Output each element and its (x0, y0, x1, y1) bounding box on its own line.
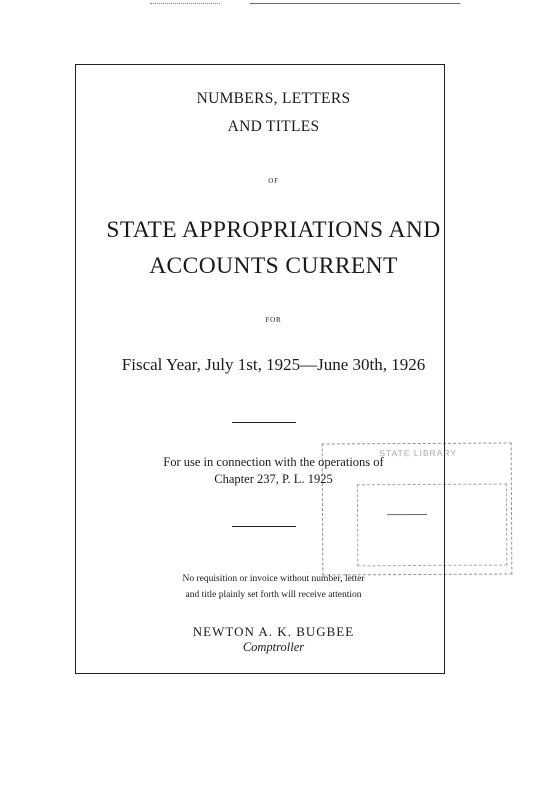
stamp-mark (387, 514, 427, 515)
title-line-1: NUMBERS, LETTERS (196, 90, 351, 107)
title-line-2: AND TITLES (227, 118, 320, 135)
official-title: Comptroller (242, 640, 305, 654)
fiscal-year: Fiscal Year, July 1st, 1925—June 30th, 1926 (121, 355, 426, 374)
notice-line-1: No requisition or invoice without number, letter (182, 574, 365, 584)
official-name: NEWTON A. K. BUGBEE (192, 624, 355, 639)
stamp-inner-box (357, 484, 507, 567)
divider-1 (232, 422, 296, 423)
for-label: FOR (265, 316, 282, 324)
use-line-1: For use in connection with the operations of (163, 455, 384, 469)
of-label: OF (268, 177, 279, 185)
top-dotted-rule (150, 3, 220, 4)
main-title-line-2: ACCOUNTS CURRENT (149, 253, 398, 279)
divider-2 (232, 526, 296, 527)
stamp-text: STATE LIBRARY (379, 447, 458, 459)
use-line-2: Chapter 237, P. L. 1925 (214, 472, 333, 486)
main-title-line-1: STATE APPROPRIATIONS AND (106, 217, 441, 243)
notice-line-2: and title plainly set forth will receive attention (185, 590, 362, 600)
top-rule (250, 3, 460, 4)
